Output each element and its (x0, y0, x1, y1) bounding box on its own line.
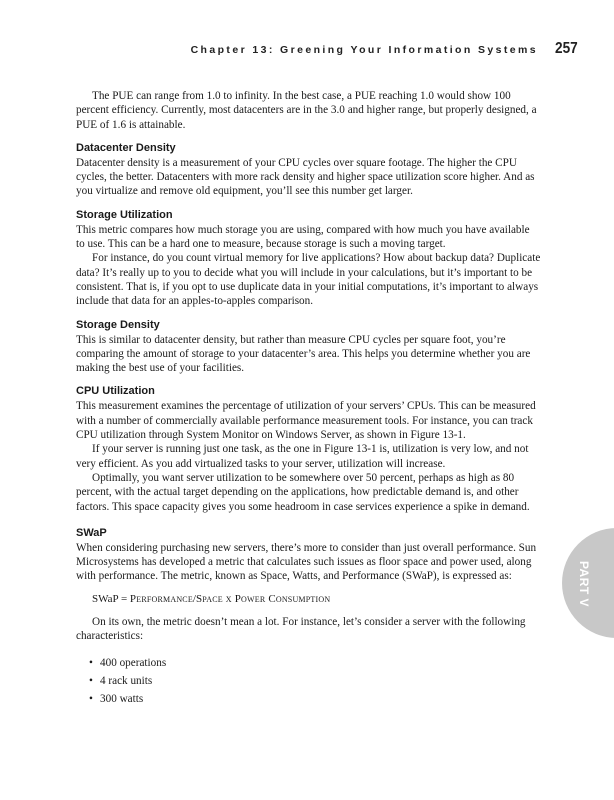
swap-formula (92, 592, 541, 606)
list-item: • 4 rack units (100, 674, 541, 688)
paragraph: Datacenter density is a measurement of your CPU cycles over square footage. The higher the CPU cycles, the better. Datacenters with more rack density and higher space utilization score higher. And as you virtualize and remove old equipment, you’ll see this number get larger. (76, 156, 535, 198)
list-item: • 400 operations (100, 656, 541, 670)
characteristics-list (76, 656, 541, 707)
heading-swap: SWaP (76, 526, 107, 539)
paragraph: When considering purchasing new servers, there’s more to consider than just overall performance. Sun Microsystems has developed a metric that calculates such issues as floor space and power used, along with performance. The metric, known as Space, Watts, and Performance (SWaP), is expressed as: (76, 541, 537, 583)
heading-storage-density: Storage Density (76, 318, 160, 331)
heading-storage-utilization: Storage Utilization (76, 208, 173, 221)
list-item: • 300 watts (100, 692, 541, 706)
paragraph: This is similar to datacenter density, but rather than measure CPU cycles per square foot, you’re comparing the amount of storage to your datacenter’s area. This helps you determine whether you are making the best use of your facilities. (76, 333, 531, 375)
paragraph: If your server is running just one task, as the one in Figure 13-1 is, utilization is very low, and not very efficient. As you add virtualized tasks to your server, utilization will increase. (76, 443, 529, 470)
intro-paragraph: The PUE can range from 1.0 to infinity. In the best case, a PUE reaching 1.0 would show 100 percent efficiency. Currently, most datacenters are in the 3.0 and higher range, but properly designed, a PUE of 1.6 is attainable. (76, 90, 537, 131)
formula-numerator: Performance (129, 592, 193, 605)
heading-datacenter-density: Datacenter Density (76, 141, 176, 154)
page-body (76, 89, 541, 711)
paragraph: This measurement examines the percentage of utilization of your servers’ CPUs. This can be measured with a number of commercially available performance measurement tools. For instance, you can track CPU utilization through System Monitor on Windows Server, as shown in Figure 13-1. (76, 400, 536, 442)
part-tab-label (576, 562, 592, 606)
paragraph: For instance, do you count virtual memory for live applications? How about backup data? Duplicate data? It’s really up to you to decide what you will include in your calculations, but it’s important to be consistent. That is, if you opt to use duplicate data in your initial computations, it’s important to always include that data for an apples-to-apples comparison. (76, 252, 541, 308)
page-number: 257 (555, 40, 578, 57)
heading-cpu-utilization: CPU Utilization (76, 385, 155, 398)
paragraph: This metric compares how much storage you are using, compared with how much you have available to use. This can be a hard one to measure, because storage is such a moving target. (76, 223, 530, 251)
part-tab-text: PART V (577, 560, 591, 608)
paragraph: On its own, the metric doesn’t mean a lot. For instance, let’s consider a server with the following characteristics: (76, 616, 526, 643)
running-header (0, 40, 614, 64)
formula-slash: / (192, 592, 196, 605)
formula-denominator: Space x Power Consumption (195, 592, 331, 605)
formula-lhs: SWaP = (92, 592, 130, 605)
chapter-title: Chapter 13: Greening Your Information Systems (190, 44, 538, 56)
paragraph: Optimally, you want server utilization to be somewhere over 50 percent, perhaps as high as 80 percent, with the actual target depending on the applications, how predictable demand is, and other factors. This space capacity gives you some headroom in case services experience a spike in demand. (76, 471, 530, 513)
